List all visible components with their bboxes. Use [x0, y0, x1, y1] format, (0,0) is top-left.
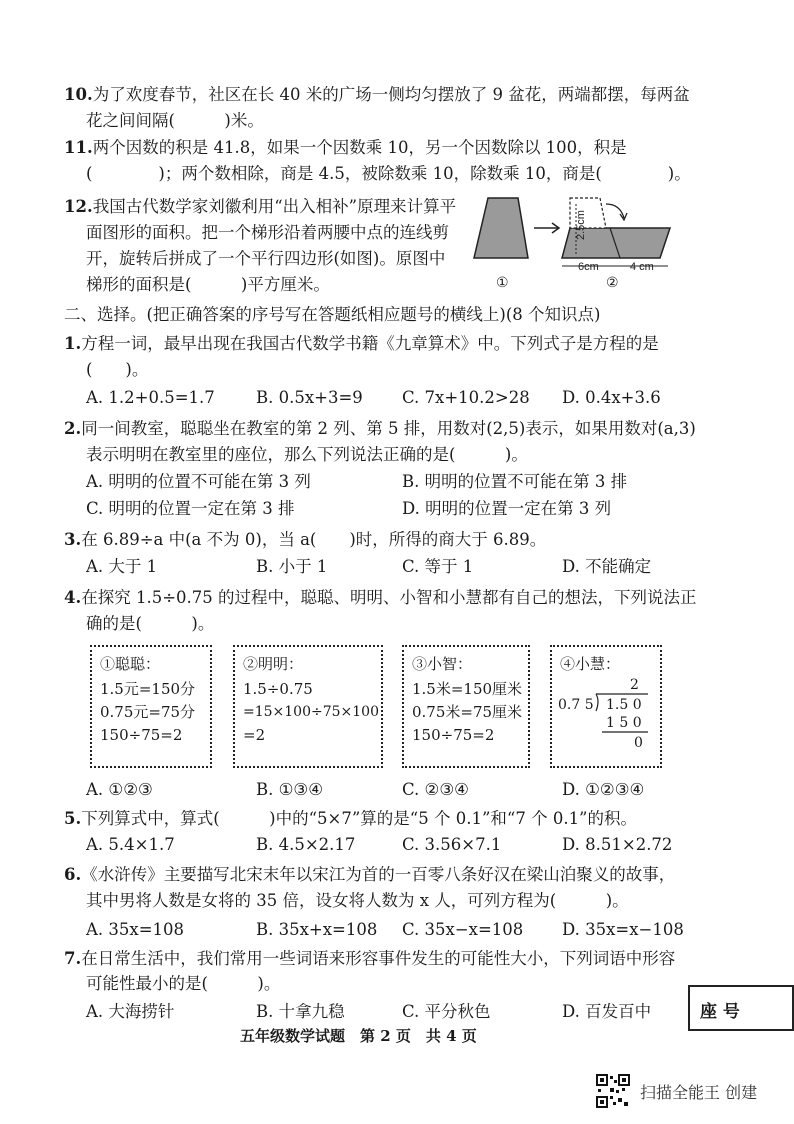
- box2-heading: ②明明：: [243, 655, 304, 673]
- q7-number: 7.: [64, 949, 82, 968]
- q3-option-c: C. 等于 1: [402, 557, 474, 576]
- q3-option-b: B. 小于 1: [256, 557, 328, 576]
- page-footer: 五年级数学试题 第 2 页 共 4 页: [240, 1027, 477, 1045]
- q4-text: 在探究 1.5÷0.75 的过程中，聪聪、明明、小智和小慧都有自己的想法，下列说法正: [81, 588, 697, 607]
- long-division: [556, 677, 652, 755]
- q4-option-c: C. ②③④: [402, 780, 469, 799]
- rotate-arrow-icon: [606, 204, 627, 220]
- q4-number: 4.: [64, 588, 82, 607]
- q2-option-d: D. 明明的位置一定在第 3 列: [402, 499, 612, 518]
- q12-line1: [64, 196, 456, 218]
- division-bracket: [596, 694, 598, 711]
- q4-option-b: B. ①③④: [256, 780, 323, 799]
- q4-line2: 确的是( )。: [86, 614, 215, 633]
- q6-line2: 其中男将人数是女将的 35 倍，设女将人数为 x 人，可列方程为( )。: [86, 891, 629, 910]
- q2-line2: 表示明明在教室里的座位，那么下列说法正确的是( )。: [86, 445, 528, 464]
- arrow-right-icon: [534, 223, 559, 233]
- q3-option-a: A. 大于 1: [86, 557, 158, 576]
- q2-option-c: C. 明明的位置一定在第 3 排: [86, 499, 295, 518]
- seat-number-box: [688, 985, 794, 1031]
- divisor-text: 0.7 5: [558, 697, 594, 713]
- mingming-method-box: [233, 645, 383, 768]
- q1-number: 1.: [64, 334, 82, 353]
- q4-line1: [64, 587, 697, 609]
- dim-base1-label: 6cm: [578, 261, 599, 273]
- xiaohui-method-box: [550, 645, 662, 768]
- box1-line-c: 150÷75=2: [100, 726, 183, 744]
- watermark-text: 扫描全能王 创建: [640, 1083, 758, 1102]
- box1-line-a: 1.5元=150分: [100, 680, 196, 698]
- box4-heading: ④小慧：: [560, 655, 621, 673]
- seat-number-label: 座 号: [700, 1002, 740, 1022]
- q12-text: 我国古代数学家刘徽利用“出入相补”原理来计算平: [92, 197, 457, 216]
- q2-text: 同一间教室，聪聪坐在教室的第 2 列、第 5 排，用数对(2,5)表示，如果用数对(a,3): [81, 419, 696, 438]
- figure1-label: ①: [496, 275, 509, 290]
- q5-line1: [64, 808, 637, 830]
- q12-line3: 开，旋转后拼成了一个平行四边形(如图)。原图中: [86, 249, 446, 268]
- q6-option-a: A. 35x=108: [86, 920, 185, 939]
- figure2-label: ②: [606, 275, 619, 290]
- xiaozhi-method-box: [402, 645, 530, 768]
- q1-option-a: A. 1.2+0.5=1.7: [86, 388, 215, 407]
- q12-line2: 面图形的面积。把一个梯形沿着两腰中点的连线剪: [86, 223, 449, 242]
- q7-option-c: C. 平分秋色: [402, 1002, 491, 1021]
- section2-title: 二、选择。(把正确答案的序号写在答题纸相应题号的横线上)(8 个知识点): [64, 305, 601, 324]
- q11-line1: [64, 137, 627, 159]
- box3-line-a: 1.5米=150厘米: [412, 680, 523, 698]
- box1-line-b: 0.75元=75分: [100, 703, 196, 721]
- q12-line4: 梯形的面积是( )平方厘米。: [86, 275, 330, 294]
- q10-number: 10.: [64, 85, 93, 104]
- box1-heading: ①聪聪：: [100, 655, 161, 673]
- q1-line2: ( )。: [86, 360, 149, 379]
- q2-option-b: B. 明明的位置不可能在第 3 排: [402, 472, 628, 491]
- q6-line1: [64, 864, 675, 886]
- box2-line-c: =2: [243, 726, 266, 744]
- q10-text: 为了欢度春节，社区在长 40 米的广场一侧均匀摆放了 9 盆花，两端都摆，每两盆: [92, 85, 690, 104]
- q6-option-d: D. 35x=x−108: [562, 920, 684, 939]
- q6-option-c: C. 35x−x=108: [402, 920, 524, 939]
- q3-option-d: D. 不能确定: [562, 557, 652, 576]
- q7-option-d: D. 百发百中: [562, 1002, 652, 1021]
- q4-option-a: A. ①②③: [86, 780, 153, 799]
- q5-text: 下列算式中，算式( )中的“5×7”算的是“5 个 0.1”和“7 个 0.1”的积。: [81, 809, 637, 828]
- q7-line2: 可能性最小的是( )。: [86, 974, 281, 993]
- q10-line1: [64, 84, 690, 106]
- q11-line2: ( )；两个数相除，商是 4.5，被除数乘 10，除数乘 10，商是( )。: [86, 164, 691, 183]
- q1-text: 方程一词，最早出现在我国古代数学书籍《九章算术》中。下列式子是方程的是: [81, 334, 659, 353]
- q5-option-c: C. 3.56×7.1: [402, 835, 502, 854]
- congcong-method-box: [90, 645, 212, 768]
- remainder-text: 0: [634, 735, 643, 751]
- q6-option-b: B. 35x+x=108: [256, 920, 378, 939]
- q5-option-b: B. 4.5×2.17: [256, 835, 356, 854]
- q1-option-b: B. 0.5x+3=9: [256, 388, 363, 407]
- q2-line1: [64, 418, 696, 440]
- q1-line1: [64, 333, 659, 355]
- q7-text: 在日常生活中，我们常用一些词语来形容事件发生的可能性大小，下列词语中形容: [81, 949, 676, 968]
- box3-heading: ③小智：: [412, 655, 473, 673]
- box2-line-a: 1.5÷0.75: [243, 680, 313, 698]
- dim-height-label: 2.5cm: [575, 210, 587, 240]
- q7-option-a: A. 大海捞针: [86, 1002, 175, 1021]
- q3-number: 3.: [64, 530, 82, 549]
- q2-number: 2.: [64, 419, 82, 438]
- q2-option-a: A. 明明的位置不可能在第 3 列: [86, 472, 311, 491]
- q4-option-d: D. ①②③④: [562, 780, 645, 799]
- trapezoid-shape: [474, 198, 528, 258]
- q1-option-d: D. 0.4x+3.6: [562, 388, 661, 407]
- dim-base2-label: 4 cm: [630, 261, 654, 273]
- dividend-text: 1.5 0: [606, 697, 642, 713]
- box3-line-b: 0.75米=75厘米: [412, 703, 523, 721]
- q5-option-a: A. 5.4×1.7: [86, 835, 175, 854]
- box2-line-b: =15×100÷75×100: [243, 704, 379, 720]
- q6-text: 《水浒传》主要描写北宋末年以宋江为首的一百零八条好汉在梁山泊聚义的故事，: [81, 865, 676, 884]
- q10-line2: 花之间间隔( )米。: [86, 111, 264, 130]
- quotient-text: 2: [630, 677, 639, 693]
- qr-code-icon: [596, 1074, 630, 1108]
- q11-number: 11.: [64, 138, 93, 157]
- q1-option-c: C. 7x+10.2>28: [402, 388, 530, 407]
- q6-number: 6.: [64, 865, 82, 884]
- q11-text: 两个因数的积是 41.8，如果一个因数乘 10，另一个因数除以 100，积是: [92, 138, 627, 157]
- q3-text: 在 6.89÷a 中(a 不为 0)，当 a( )时，所得的商大于 6.89。: [81, 530, 547, 549]
- subtract-text: 1 5 0: [606, 715, 642, 731]
- q7-option-b: B. 十拿九稳: [256, 1002, 345, 1021]
- q12-number: 12.: [64, 197, 93, 216]
- trapezoid-figure: [470, 190, 680, 290]
- q5-option-d: D. 8.51×2.72: [562, 835, 673, 854]
- q7-line1: [64, 948, 675, 970]
- box3-line-c: 150÷75=2: [412, 726, 495, 744]
- q5-number: 5.: [64, 809, 82, 828]
- q3-line1: [64, 529, 546, 551]
